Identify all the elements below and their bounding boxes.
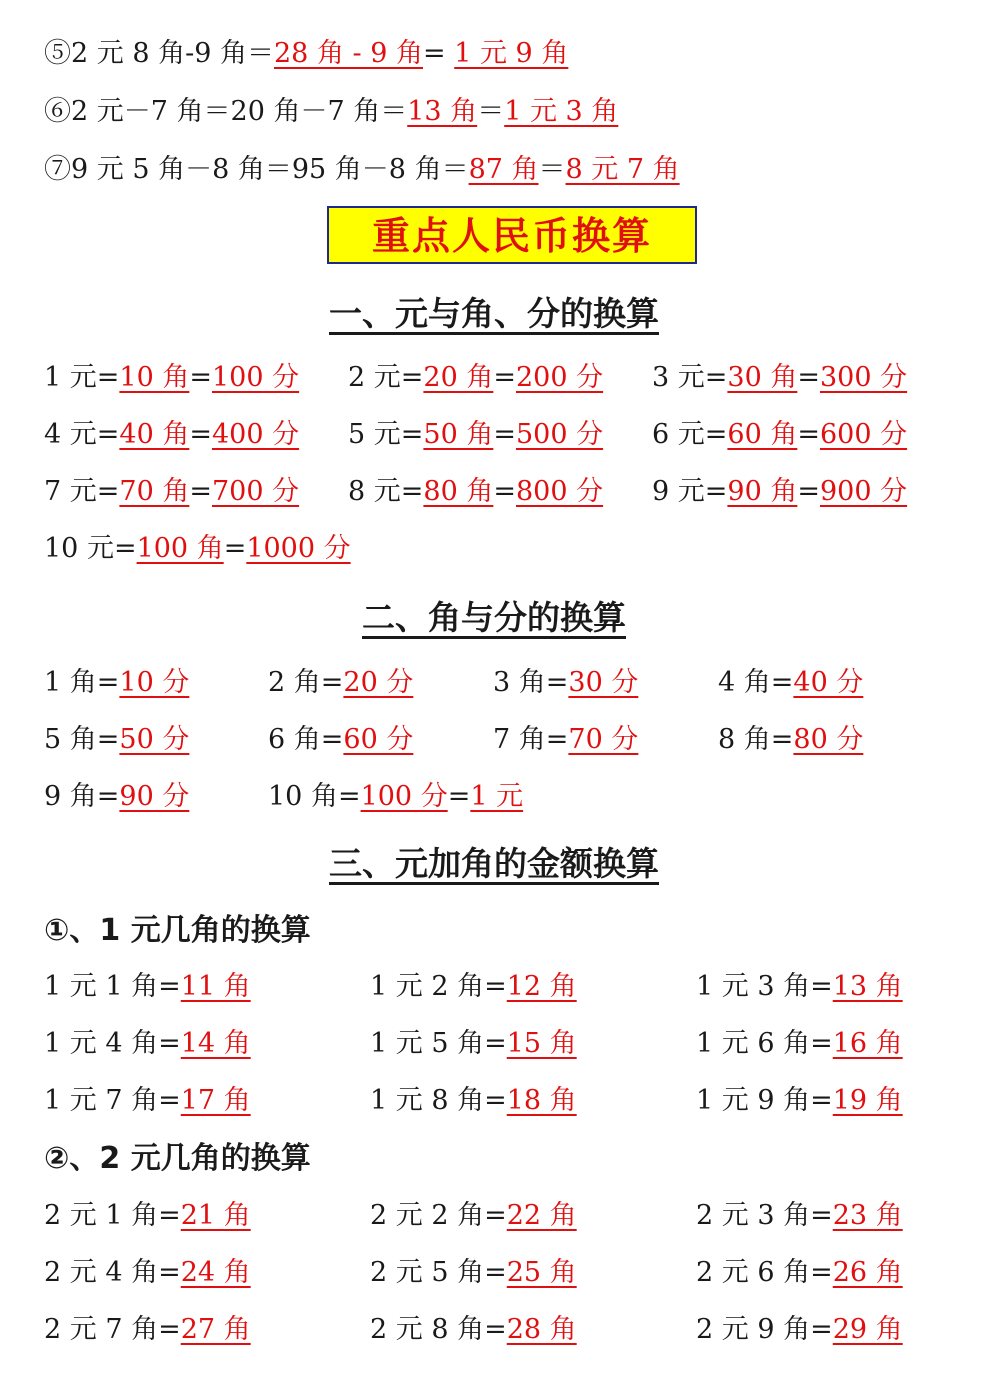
answer-value: 70 角: [119, 476, 190, 507]
s3b-item: [696, 1253, 903, 1293]
question-text: 2 元 3 角 =: [696, 1200, 833, 1231]
s3a-item: [44, 1024, 251, 1064]
answer-value: 21 角: [180, 1200, 251, 1231]
answer-value: 20 角: [423, 362, 494, 393]
question-text: 10 元 =: [44, 533, 137, 564]
answer-value: 18 角: [506, 1085, 577, 1116]
s1-item: 7 元 = 70 角=700 分: [44, 472, 299, 512]
question-text: 1 元 7 角 =: [44, 1085, 181, 1116]
s3b-item: [44, 1310, 251, 1350]
answer-value: 70 分: [568, 724, 639, 755]
s3b-item: [370, 1253, 577, 1293]
s3b-row: [0, 1310, 988, 1350]
answer-value: 23 角: [832, 1200, 903, 1231]
question-text: 2 元 4 角 =: [44, 1257, 181, 1288]
s3a-item: [696, 1081, 903, 1121]
answer-value: 29 角: [832, 1314, 903, 1345]
question-text: 5 元 =: [348, 419, 423, 450]
s3b-item: [370, 1196, 577, 1236]
s3a-row: [0, 1024, 988, 1064]
s1-row: [0, 529, 988, 569]
intro-answer: 13 角: [407, 96, 478, 127]
s3a-item: [44, 967, 251, 1007]
question-text: 2 元 8 角 =: [370, 1314, 507, 1345]
s3b-item: [696, 1196, 903, 1236]
question-text: 2 元 7 角 =: [44, 1314, 181, 1345]
intro-sep: ＝: [538, 154, 566, 185]
answer-value: 19 角: [832, 1085, 903, 1116]
intro-line-7: [44, 150, 680, 190]
question-text: 2 元 5 角 =: [370, 1257, 507, 1288]
s2-item: [493, 720, 638, 760]
s1-item: 6 元 = 60 角=600 分: [652, 415, 907, 455]
answer-value: 14 角: [180, 1028, 251, 1059]
intro-sep: =: [423, 38, 446, 69]
section1-title: [0, 292, 988, 336]
answer-value: 26 角: [832, 1257, 903, 1288]
question-text: 5 角 =: [44, 724, 119, 755]
answer-value: 12 角: [506, 971, 577, 1002]
s3a-row: [0, 1081, 988, 1121]
answer-value: 60 角: [727, 419, 798, 450]
intro-question: ⑤2 元 8 角-9 角＝: [44, 38, 274, 69]
question-text: 4 角 =: [718, 667, 793, 698]
question-text: 7 角 =: [493, 724, 568, 755]
intro-question: ⑦9 元 5 角－8 角＝95 角－8 角＝: [44, 154, 469, 185]
s2-item: [44, 777, 189, 817]
intro-answer: 1 元 3 角: [504, 96, 619, 127]
answer-value: 40 角: [119, 419, 190, 450]
answer-value: 90 角: [727, 476, 798, 507]
banner-title: 重点人民币换算: [327, 206, 697, 264]
answer-value: 10 角: [119, 362, 190, 393]
answer-value: 300 分: [819, 362, 908, 393]
question-text: 1 元 5 角 =: [370, 1028, 507, 1059]
answer-value: 100 分: [360, 781, 448, 812]
s3b-item: [44, 1196, 251, 1236]
question-text: 1 元 9 角 =: [696, 1085, 833, 1116]
question-text: 2 元 1 角 =: [44, 1200, 181, 1231]
s1-row: [0, 415, 988, 455]
question-text: 1 元 6 角 =: [696, 1028, 833, 1059]
answer-value: 60 分: [343, 724, 414, 755]
intro-answer: 87 角: [468, 154, 539, 185]
s3a-item: [370, 1081, 577, 1121]
answer-value: 27 角: [180, 1314, 251, 1345]
heading-text: 二、角与分的换算: [362, 598, 626, 637]
s2-item: [44, 663, 189, 703]
s2-row: [0, 663, 988, 703]
s3b-item: [44, 1253, 251, 1293]
s3b-item: [696, 1310, 903, 1350]
s2-item: 10 角 = 100 分=1 元: [268, 777, 523, 817]
s1-item: 3 元 = 30 角=300 分: [652, 358, 907, 398]
answer-value: 50 分: [119, 724, 190, 755]
answer-value: 11 角: [180, 971, 251, 1002]
s1-item: 10 元 = 100 角=1000 分: [44, 529, 351, 569]
question-text: 6 元 =: [652, 419, 727, 450]
s1-item: 9 元 = 90 角=900 分: [652, 472, 907, 512]
s3a-row: [0, 967, 988, 1007]
question-text: 1 元 3 角 =: [696, 971, 833, 1002]
s3b-row: [0, 1196, 988, 1236]
s2-item: [493, 663, 638, 703]
answer-value: 90 分: [119, 781, 190, 812]
s2-item: [718, 720, 863, 760]
s2-item: [268, 663, 413, 703]
answer-value: 1000 分: [246, 533, 351, 564]
section3-sub1-title: ①、1 元几角的换算: [44, 913, 311, 948]
question-text: 1 角 =: [44, 667, 119, 698]
intro-question: ⑥2 元－7 角＝20 角－7 角＝: [44, 96, 408, 127]
s1-item: 2 元 = 20 角=200 分: [348, 358, 603, 398]
question-text: 1 元 =: [44, 362, 119, 393]
intro-answer: 8 元 7 角: [565, 154, 680, 185]
answer-value: 600 分: [819, 419, 908, 450]
answer-value: 24 角: [180, 1257, 251, 1288]
answer-value: 15 角: [506, 1028, 577, 1059]
s2-item: [268, 720, 413, 760]
heading-text: 一、元与角、分的换算: [329, 294, 659, 333]
answer-value: 100 角: [136, 533, 224, 564]
question-text: 2 角 =: [268, 667, 343, 698]
question-text: 4 元 =: [44, 419, 119, 450]
s2-item: [44, 720, 189, 760]
question-text: 1 元 8 角 =: [370, 1085, 507, 1116]
section2-title: [0, 596, 988, 640]
answer-value: 16 角: [832, 1028, 903, 1059]
answer-value: 17 角: [180, 1085, 251, 1116]
question-text: 8 元 =: [348, 476, 423, 507]
answer-value: 25 角: [506, 1257, 577, 1288]
answer-value: 30 角: [727, 362, 798, 393]
answer-value: 28 角: [506, 1314, 577, 1345]
answer-value: 1 元: [470, 781, 524, 812]
intro-answer: 1 元 9 角: [454, 38, 569, 69]
question-text: 2 元 =: [348, 362, 423, 393]
s2-row: [0, 720, 988, 760]
s1-item: 8 元 = 80 角=800 分: [348, 472, 603, 512]
section3-sub2-title: ②、2 元几角的换算: [44, 1141, 311, 1176]
s3a-item: [370, 1024, 577, 1064]
question-text: 8 角 =: [718, 724, 793, 755]
question-text: 2 元 6 角 =: [696, 1257, 833, 1288]
s3b-row: [0, 1253, 988, 1293]
question-text: 10 角 =: [268, 781, 361, 812]
answer-value: 700 分: [211, 476, 300, 507]
s1-item: 1 元 = 10 角=100 分: [44, 358, 299, 398]
s3a-item: [696, 1024, 903, 1064]
intro-sep: ＝: [477, 96, 505, 127]
s1-item: 4 元 = 40 角=400 分: [44, 415, 299, 455]
heading-text: 三、元加角的金额换算: [329, 844, 659, 883]
answer-value: 400 分: [211, 419, 300, 450]
question-text: 3 元 =: [652, 362, 727, 393]
s1-row: [0, 472, 988, 512]
question-text: 7 元 =: [44, 476, 119, 507]
answer-value: 800 分: [515, 476, 604, 507]
answer-value: 80 分: [793, 724, 864, 755]
answer-value: 13 角: [832, 971, 903, 1002]
answer-value: 200 分: [515, 362, 604, 393]
answer-value: 900 分: [819, 476, 908, 507]
intro-line-5: [44, 34, 568, 74]
intro-answer: 28 角 - 9 角: [274, 38, 423, 69]
question-text: 2 元 9 角 =: [696, 1314, 833, 1345]
question-text: 9 元 =: [652, 476, 727, 507]
s1-row: [0, 358, 988, 398]
question-text: 1 元 2 角 =: [370, 971, 507, 1002]
s3b-item: [370, 1310, 577, 1350]
answer-value: 100 分: [211, 362, 300, 393]
question-text: 2 元 2 角 =: [370, 1200, 507, 1231]
answer-value: 40 分: [793, 667, 864, 698]
question-text: 6 角 =: [268, 724, 343, 755]
answer-value: 80 角: [423, 476, 494, 507]
intro-line-6: [44, 92, 618, 132]
question-text: 3 角 =: [493, 667, 568, 698]
answer-value: 30 分: [568, 667, 639, 698]
s2-item: [718, 663, 863, 703]
answer-value: 20 分: [343, 667, 414, 698]
question-text: 1 元 1 角 =: [44, 971, 181, 1002]
answer-value: 10 分: [119, 667, 190, 698]
answer-value: 22 角: [506, 1200, 577, 1231]
s1-item: 5 元 = 50 角=500 分: [348, 415, 603, 455]
s3a-item: [370, 967, 577, 1007]
question-text: 9 角 =: [44, 781, 119, 812]
section3-title: [0, 842, 988, 886]
answer-value: 50 角: [423, 419, 494, 450]
s3a-item: [696, 967, 903, 1007]
answer-value: 500 分: [515, 419, 604, 450]
s2-row: [0, 777, 988, 817]
s3a-item: [44, 1081, 251, 1121]
question-text: 1 元 4 角 =: [44, 1028, 181, 1059]
